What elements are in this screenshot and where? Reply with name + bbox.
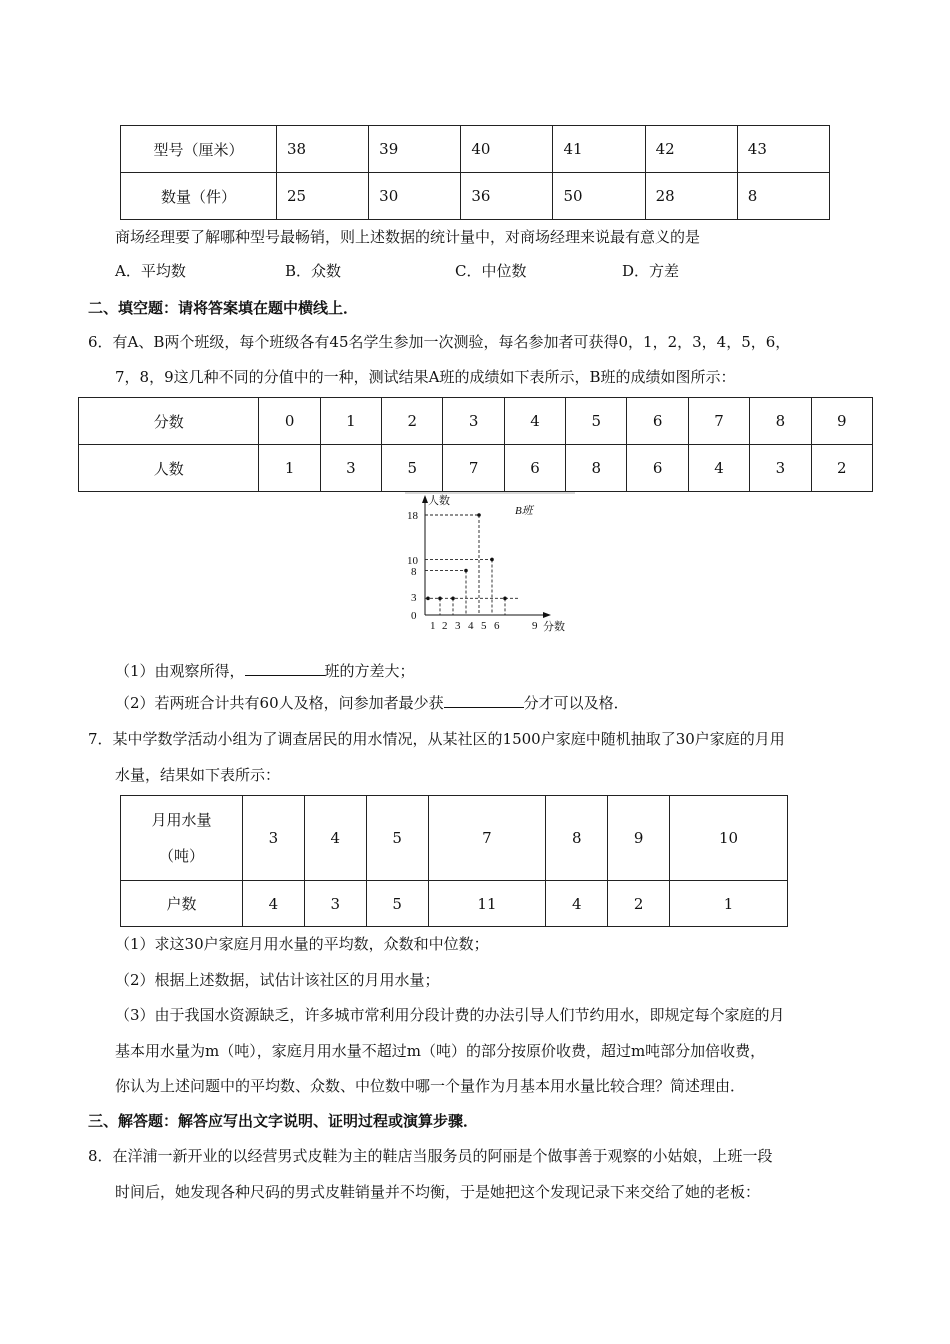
table-cell: 7 — [428, 796, 546, 881]
table-cell: 4 — [304, 796, 366, 881]
table-cell: 25 — [277, 173, 369, 220]
x-tick-label: 4 — [468, 620, 474, 632]
y-tick-label: 10 — [407, 555, 418, 567]
table-cell: 分数 — [79, 398, 259, 445]
table-cell: 6 — [627, 398, 688, 445]
table-cell: 0 — [259, 398, 320, 445]
q6-sub-2-text-b: 分才可以及格． — [523, 694, 629, 712]
table-cell: 3 — [320, 445, 381, 492]
table-cell: 4 — [688, 445, 749, 492]
y-tick-label: 0 — [411, 610, 417, 622]
q6-line-2: 7，8，9这几种不同的分值中的一种，测试结果A班的成绩如下表所示，B班的成绩如图所示： — [115, 368, 736, 386]
q8-line-1: 8．在洋浦一新开业的以经营男式皮鞋为主的鞋店当服务员的阿丽是个做事善于观察的小姑娘，上班一段 — [88, 1147, 773, 1165]
table-cell: 8 — [750, 398, 811, 445]
class-b-chart — [405, 492, 575, 637]
table-cell: 3 — [243, 796, 305, 881]
q7-sub-2: （2）根据上述数据，试估计该社区的月用水量； — [115, 971, 440, 989]
y-tick-label: 18 — [407, 510, 418, 522]
q7-sub-1: （1）求这30户家庭月用水量的平均数，众数和中位数； — [115, 935, 489, 953]
table-cell: 36 — [461, 173, 553, 220]
table-cell: 3 — [750, 445, 811, 492]
table-cell: 39 — [369, 126, 461, 173]
q7-line-1: 7．某中学数学活动小组为了调查居民的用水情况，从某社区的1500户家庭中随机抽取了30户家庭的月用 — [88, 730, 785, 748]
chart-title: B班 — [515, 505, 533, 517]
table-cell: 2 — [811, 445, 872, 492]
table-cell: 1 — [670, 881, 788, 927]
table-cell: 4 — [243, 881, 305, 927]
table-cell: 户数 — [121, 881, 243, 927]
x-tick-label: 1 — [430, 620, 436, 632]
size-table — [120, 125, 830, 220]
table-cell: 43 — [737, 126, 829, 173]
table-cell: 38 — [277, 126, 369, 173]
q5-option-a: A．平均数 — [115, 262, 186, 280]
x-axis-label: 分数 — [543, 621, 565, 633]
table-cell: 2 — [608, 881, 670, 927]
table-cell: 数量（件） — [121, 173, 277, 220]
water-amount-row — [121, 796, 788, 881]
table-cell: 41 — [553, 126, 645, 173]
table-cell: 5 — [366, 796, 428, 881]
table-cell: 9 — [811, 398, 872, 445]
table-cell: 11 — [428, 881, 546, 927]
size-table-data-row — [121, 173, 830, 220]
table-cell: 1 — [320, 398, 381, 445]
table-cell: 10 — [670, 796, 788, 881]
section-2-heading: 二、填空题：请将答案填在题中横线上． — [88, 299, 359, 317]
table-cell: 3 — [304, 881, 366, 927]
x-tick-label: 2 — [442, 620, 448, 632]
section-3-heading: 三、解答题：解答应写出文字说明、证明过程或演算步骤． — [88, 1112, 479, 1130]
table-cell: 人数 — [79, 445, 259, 492]
q6-sub-2 — [115, 692, 629, 713]
table-header-cell — [121, 796, 243, 881]
q6-sub-1-text-a: （1）由观察所得， — [115, 662, 245, 680]
table-cell: 6 — [504, 445, 565, 492]
table-cell: 28 — [645, 173, 737, 220]
table-cell: 7 — [443, 445, 504, 492]
table-cell: 4 — [504, 398, 565, 445]
q5-option-c: C．中位数 — [455, 262, 527, 280]
data-point — [464, 569, 468, 573]
data-point — [438, 597, 442, 601]
q7-sub-3-line-3: 你认为上述问题中的平均数、众数、中位数中哪一个量作为月基本用水量比较合理？简述理由． — [115, 1077, 746, 1095]
data-point — [503, 597, 507, 601]
x-tick-label: 3 — [455, 620, 461, 632]
class-a-score-table — [78, 397, 873, 492]
q6-sub-2-text-a: （2）若两班合计共有60人及格，问参加者最少获 — [115, 694, 444, 712]
data-point — [490, 558, 494, 562]
count-row — [79, 445, 873, 492]
table-cell: 7 — [688, 398, 749, 445]
table-cell: 2 — [382, 398, 443, 445]
table-cell: 6 — [627, 445, 688, 492]
header-text: 月用水量 — [151, 811, 212, 829]
water-usage-table — [120, 795, 788, 927]
q5-question-text: 商场经理要了解哪种型号最畅销，则上述数据的统计量中，对商场经理来说最有意义的是 — [115, 228, 701, 246]
x-tick-label: 6 — [494, 620, 500, 632]
table-cell: 42 — [645, 126, 737, 173]
table-cell: 9 — [608, 796, 670, 881]
answer-blank-1[interactable] — [245, 661, 325, 676]
y-tick-label: 8 — [411, 566, 417, 578]
x-axis-arrow — [543, 612, 551, 618]
q6-sub-1 — [115, 660, 415, 681]
table-cell: 3 — [443, 398, 504, 445]
size-table-header-row — [121, 126, 830, 173]
table-cell: 5 — [382, 445, 443, 492]
q6-line-1: 6．有A、B两个班级，每个班级各有45名学生参加一次测验，每名参加者可获得0，1，2，3，4，5，6， — [88, 333, 791, 351]
chart-marks — [425, 513, 518, 615]
table-cell: 8 — [546, 796, 608, 881]
q7-sub-3-line-2: 基本用水量为m（吨），家庭月用水量不超过m（吨）的部分按原价收费，超过m吨部分加倍收费， — [115, 1042, 766, 1060]
y-axis-label: 人数 — [428, 495, 450, 507]
table-cell: 5 — [566, 398, 627, 445]
table-cell: 40 — [461, 126, 553, 173]
x-tick-label: 9 — [532, 620, 538, 632]
table-cell: 8 — [737, 173, 829, 220]
table-cell: 5 — [366, 881, 428, 927]
table-cell: 8 — [566, 445, 627, 492]
q5-option-d: D．方差 — [622, 262, 680, 280]
header-unit: （吨） — [158, 847, 204, 865]
x-tick-label: 5 — [481, 620, 487, 632]
table-cell: 50 — [553, 173, 645, 220]
data-point-start — [426, 597, 430, 601]
q6-sub-1-text-b: 班的方差大； — [324, 662, 415, 680]
q7-sub-3-line-1: （3）由于我国水资源缺乏，许多城市常利用分段计费的办法引导人们节约用水，即规定每个家庭的月 — [115, 1006, 785, 1024]
answer-blank-2[interactable] — [444, 693, 524, 708]
q5-option-b: B．众数 — [285, 262, 342, 280]
table-cell: 4 — [546, 881, 608, 927]
y-tick-label: 3 — [411, 592, 417, 604]
household-count-row — [121, 881, 788, 927]
table-cell: 30 — [369, 173, 461, 220]
data-point — [451, 597, 455, 601]
q8-line-2: 时间后，她发现各种尺码的男式皮鞋销量并不均衡，于是她把这个发现记录下来交给了她的老板： — [115, 1183, 761, 1201]
score-row — [79, 398, 873, 445]
table-cell: 1 — [259, 445, 320, 492]
table-cell: 型号（厘米） — [121, 126, 277, 173]
q7-line-2: 水量，结果如下表所示： — [115, 766, 281, 784]
data-point — [477, 513, 481, 517]
